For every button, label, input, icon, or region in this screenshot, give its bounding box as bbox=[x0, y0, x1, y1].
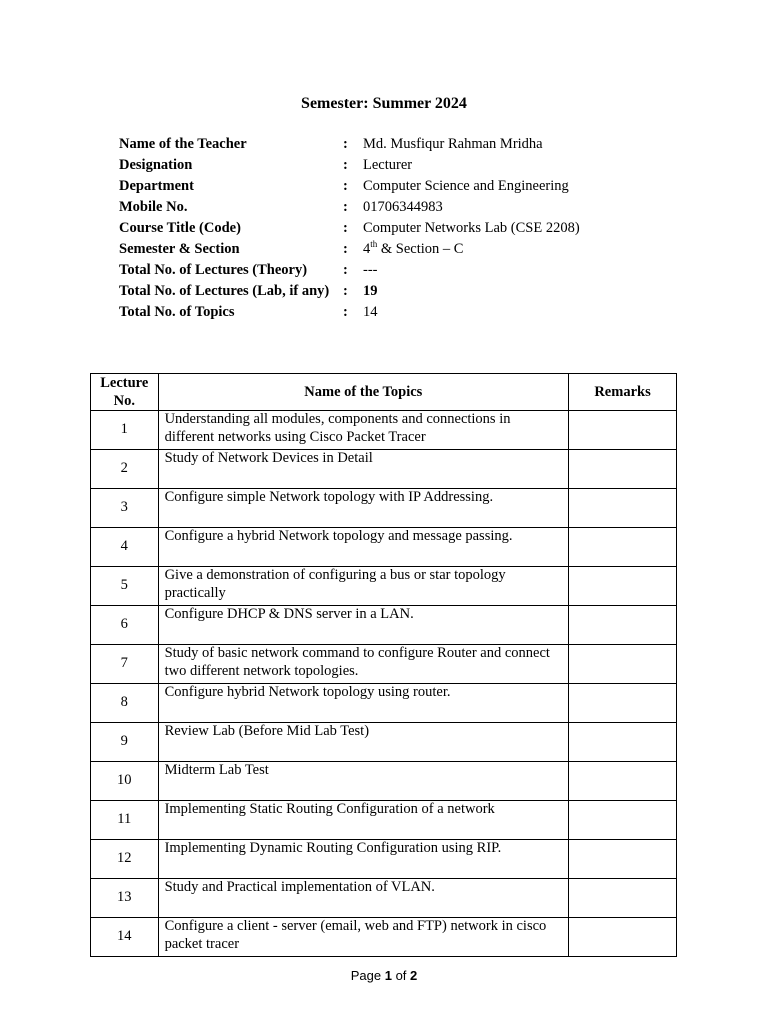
info-row-total-topics bbox=[119, 302, 639, 323]
topics-table bbox=[90, 373, 677, 957]
topic-name-cell: Give a demonstration of configuring a bus or star topology practically bbox=[158, 567, 569, 606]
lecture-number-cell: 7 bbox=[91, 645, 159, 684]
info-row-semester-section bbox=[119, 239, 639, 260]
course-info bbox=[119, 134, 639, 323]
lecture-number-cell: 3 bbox=[91, 489, 159, 528]
info-row-teacher bbox=[119, 134, 639, 155]
lecture-number-cell: 9 bbox=[91, 723, 159, 762]
remarks-cell bbox=[569, 450, 677, 489]
of-word: of bbox=[395, 968, 407, 983]
info-colon: : bbox=[343, 136, 348, 152]
info-value: Computer Networks Lab (CSE 2208) bbox=[363, 220, 580, 236]
lecture-number-cell: 14 bbox=[91, 918, 159, 957]
page-word: Page bbox=[350, 968, 382, 983]
lecture-number-cell: 2 bbox=[91, 450, 159, 489]
info-label: Total No. of Topics bbox=[119, 304, 235, 320]
lecture-number-cell: 1 bbox=[91, 411, 159, 450]
info-value: 14 bbox=[363, 304, 378, 320]
topic-name-cell: Study and Practical implementation of VLAN. bbox=[158, 879, 569, 918]
table-row bbox=[91, 918, 677, 957]
table-row bbox=[91, 879, 677, 918]
header-lecture-no: Lecture No. bbox=[91, 374, 159, 411]
remarks-cell bbox=[569, 801, 677, 840]
info-row-department bbox=[119, 176, 639, 197]
remarks-cell bbox=[569, 606, 677, 645]
info-value: Lecturer bbox=[363, 157, 413, 173]
remarks-cell bbox=[569, 411, 677, 450]
info-value bbox=[363, 239, 639, 260]
page-title: Semester: Summer 2024 bbox=[301, 95, 467, 112]
topic-name-cell: Understanding all modules, components and connections in different networks using Cisco Packet Tracer bbox=[158, 411, 569, 450]
topic-name-cell: Implementing Dynamic Routing Configuration using RIP. bbox=[158, 840, 569, 879]
topic-name-cell: Configure a client - server (email, web and FTP) network in cisco packet tracer bbox=[158, 918, 569, 957]
topic-name-cell: Study of Network Devices in Detail bbox=[158, 450, 569, 489]
info-row-course-title bbox=[119, 218, 639, 239]
info-row-designation bbox=[119, 155, 639, 176]
remarks-cell bbox=[569, 489, 677, 528]
topic-name-cell: Configure simple Network topology with IP Addressing. bbox=[158, 489, 569, 528]
info-label: Total No. of Lectures (Lab, if any) bbox=[119, 283, 330, 299]
info-label: Department bbox=[119, 178, 194, 194]
lecture-number-cell: 13 bbox=[91, 879, 159, 918]
section-text: & Section – C bbox=[377, 241, 464, 257]
topic-name-cell: Review Lab (Before Mid Lab Test) bbox=[158, 723, 569, 762]
topic-name-cell: Midterm Lab Test bbox=[158, 762, 569, 801]
topic-name-cell: Study of basic network command to configure Router and connect two different network topologies. bbox=[158, 645, 569, 684]
table-body bbox=[91, 411, 677, 957]
header-topic-name: Name of the Topics bbox=[158, 374, 569, 411]
table-row bbox=[91, 606, 677, 645]
info-colon: : bbox=[343, 283, 348, 299]
info-label: Total No. of Lectures (Theory) bbox=[119, 262, 308, 278]
lecture-number-cell: 11 bbox=[91, 801, 159, 840]
table-row bbox=[91, 450, 677, 489]
lecture-number-cell: 12 bbox=[91, 840, 159, 879]
info-label: Name of the Teacher bbox=[119, 136, 247, 152]
info-colon: : bbox=[343, 262, 348, 278]
remarks-cell bbox=[569, 684, 677, 723]
info-value: Md. Musfiqur Rahman Mridha bbox=[363, 136, 543, 152]
topic-name-cell: Configure hybrid Network topology using router. bbox=[158, 684, 569, 723]
info-label: Semester & Section bbox=[119, 241, 240, 257]
remarks-cell bbox=[569, 645, 677, 684]
table-row bbox=[91, 411, 677, 450]
total-page-number: 2 bbox=[410, 968, 418, 983]
header-remarks: Remarks bbox=[569, 374, 677, 411]
table-row bbox=[91, 762, 677, 801]
table-row bbox=[91, 489, 677, 528]
table-row bbox=[91, 723, 677, 762]
lecture-number-cell: 4 bbox=[91, 528, 159, 567]
info-colon: : bbox=[343, 178, 348, 194]
table-row bbox=[91, 528, 677, 567]
remarks-cell bbox=[569, 840, 677, 879]
current-page-number: 1 bbox=[384, 968, 392, 983]
lecture-number-cell: 8 bbox=[91, 684, 159, 723]
info-colon: : bbox=[343, 157, 348, 173]
info-row-lectures-theory bbox=[119, 260, 639, 281]
table-row bbox=[91, 567, 677, 606]
info-colon: : bbox=[343, 304, 348, 320]
table-header-row bbox=[91, 374, 677, 411]
info-row-mobile bbox=[119, 197, 639, 218]
info-row-lectures-lab bbox=[119, 281, 639, 302]
table-row bbox=[91, 840, 677, 879]
topic-name-cell: Configure a hybrid Network topology and message passing. bbox=[158, 528, 569, 567]
table-row bbox=[91, 801, 677, 840]
table-row bbox=[91, 645, 677, 684]
info-label: Course Title (Code) bbox=[119, 220, 241, 236]
info-label: Mobile No. bbox=[119, 199, 188, 215]
lecture-number-cell: 6 bbox=[91, 606, 159, 645]
semester-ordinal-suffix: th bbox=[370, 239, 378, 249]
lecture-number-cell: 5 bbox=[91, 567, 159, 606]
table-row bbox=[91, 684, 677, 723]
remarks-cell bbox=[569, 918, 677, 957]
remarks-cell bbox=[569, 528, 677, 567]
remarks-cell bbox=[569, 567, 677, 606]
info-value: --- bbox=[363, 262, 378, 278]
topic-name-cell: Implementing Static Routing Configuration of a network bbox=[158, 801, 569, 840]
info-value: 01706344983 bbox=[363, 199, 443, 215]
info-value: Computer Science and Engineering bbox=[363, 178, 569, 194]
page-footer bbox=[0, 968, 768, 983]
info-colon: : bbox=[343, 241, 348, 257]
info-colon: : bbox=[343, 220, 348, 236]
semester-number: 4 bbox=[363, 241, 371, 257]
info-value: 19 bbox=[363, 283, 378, 299]
remarks-cell bbox=[569, 723, 677, 762]
topic-name-cell: Configure DHCP & DNS server in a LAN. bbox=[158, 606, 569, 645]
info-colon: : bbox=[343, 199, 348, 215]
info-label: Designation bbox=[119, 157, 193, 173]
remarks-cell bbox=[569, 879, 677, 918]
lecture-number-cell: 10 bbox=[91, 762, 159, 801]
remarks-cell bbox=[569, 762, 677, 801]
